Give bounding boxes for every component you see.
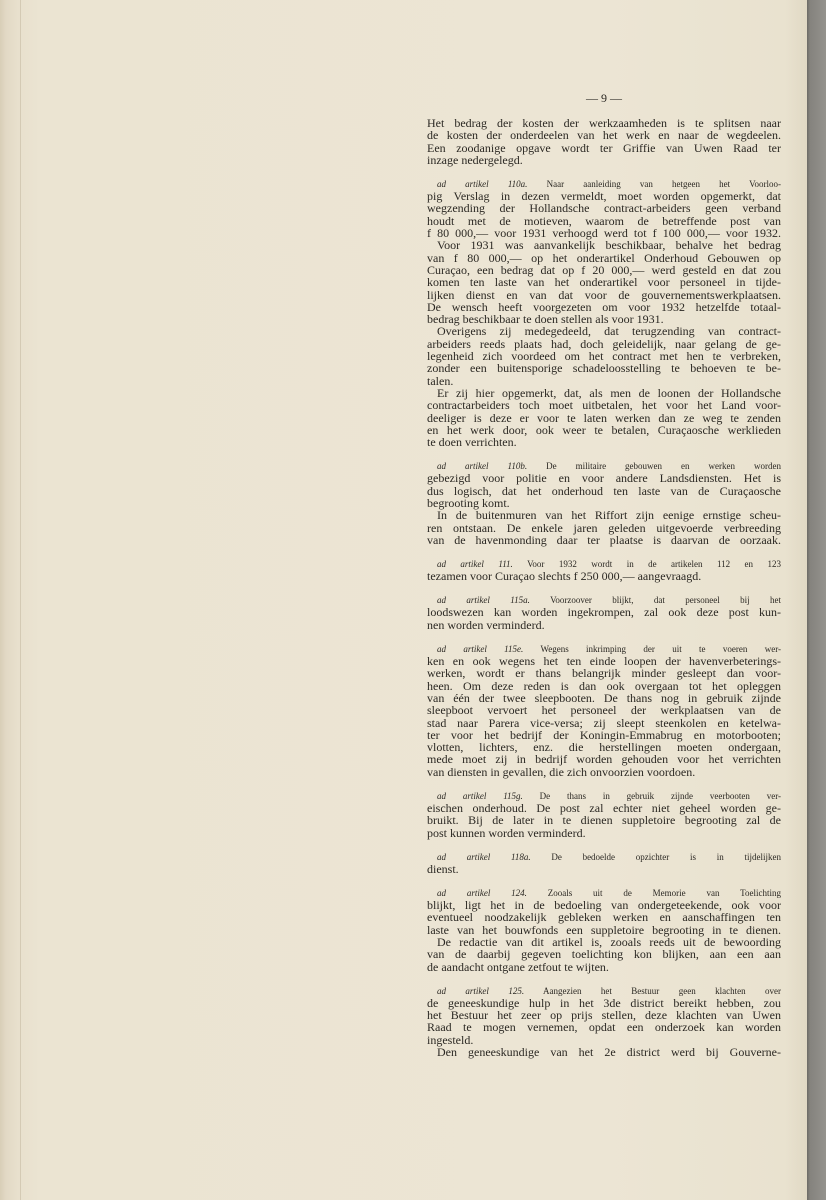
text-line bbox=[427, 1021, 781, 1033]
line-text: De redactie van dit artikel is, zooals reeds uit de bewoording bbox=[437, 935, 781, 950]
line-text: dienst. bbox=[427, 861, 459, 876]
line-text: eventueel noodzakelijk gebleken werken en aanschaffingen ten bbox=[427, 910, 781, 925]
line-text: inzage nedergelegd. bbox=[427, 152, 523, 167]
line-content bbox=[437, 791, 781, 801]
line-text: ter voor het bedrijf der Koningin-Emmabrug en motorbooten; bbox=[427, 727, 781, 742]
article-reference: ad artikel 124. bbox=[437, 887, 527, 898]
text-line bbox=[427, 1046, 781, 1058]
text-line bbox=[427, 766, 781, 778]
line-text: contractarbeiders toch moet uitbetalen, het voor het Land voor- bbox=[427, 398, 781, 413]
line-text: sleepboot vervoert het personeel der werkplaatsen van de bbox=[427, 703, 781, 718]
paragraph bbox=[427, 594, 781, 631]
line-text: van de havenmonding daar ter plaatse is daarvan de oorzaak. bbox=[427, 532, 781, 547]
text-line bbox=[427, 863, 781, 875]
line-text: deeliger is deze er voor te laten werken dan ze weg te zenden bbox=[427, 410, 781, 425]
line-text: en het werk door, ook weer te betalen, Curaçaosche werklieden bbox=[427, 422, 781, 437]
line-content bbox=[427, 153, 523, 167]
line-content bbox=[427, 1020, 781, 1034]
line-text: bedrag beschikbaar te doen stellen als voor 1931. bbox=[427, 312, 664, 327]
text-line bbox=[427, 362, 781, 374]
article-reference: ad artikel 115g. bbox=[437, 790, 523, 801]
line-text: De bedoelde opzichter is in tijdelijken bbox=[551, 851, 782, 862]
continued-paragraph bbox=[427, 117, 781, 166]
line-text: begrooting komt. bbox=[427, 495, 510, 510]
line-content bbox=[437, 559, 781, 569]
section-ad-artikel-110a bbox=[427, 178, 781, 449]
line-text: de aandacht ontgane zetfout te wijten. bbox=[427, 959, 609, 974]
paragraph bbox=[427, 887, 781, 936]
paragraph bbox=[427, 851, 781, 876]
line-content bbox=[437, 1045, 781, 1059]
line-text: nen worden verminderd. bbox=[427, 617, 545, 632]
page-number: — 9 — bbox=[586, 91, 622, 105]
section-ad-artikel-115g bbox=[427, 790, 781, 839]
line-content bbox=[427, 960, 609, 974]
line-content bbox=[427, 435, 517, 449]
paragraph bbox=[427, 117, 781, 166]
paragraph bbox=[427, 509, 781, 546]
line-text: Raad te mogen vernemen, opdat een onderzoek kan worden bbox=[427, 1020, 781, 1035]
text-line bbox=[427, 154, 781, 166]
article-reference: ad artikel 115a. bbox=[437, 595, 530, 606]
paragraph bbox=[427, 558, 781, 583]
paragraph bbox=[427, 1046, 781, 1058]
line-text: de kosten der onderdeelen van het werk en naar de wegdeelen. bbox=[427, 128, 781, 143]
line-text: stad naar Parera vice-versa; zij sleept steenkolen en ketelwa- bbox=[427, 715, 781, 730]
line-content bbox=[437, 644, 781, 654]
line-text: werken, wordt er thans belangrijk minder gesleept dan voor- bbox=[427, 666, 781, 681]
line-text: Wegens inkrimping der uit te voeren wer- bbox=[540, 643, 782, 654]
line-text: komen ten laste van het onderartikel voor personeel in tijde- bbox=[427, 275, 781, 290]
line-text: zonder een buitensporige schadeloosstelling te behoeven te be- bbox=[427, 361, 781, 376]
line-text: Voor 1931 was aanvankelijk beschikbaar, behalve het bedrag bbox=[437, 238, 781, 253]
section-ad-artikel-110b bbox=[427, 460, 781, 546]
line-content bbox=[437, 179, 781, 189]
scanner-background bbox=[807, 0, 826, 1200]
line-content bbox=[437, 888, 781, 898]
binding-edge bbox=[20, 0, 21, 1200]
line-text: mede moet zij in bedrijf worden gehouden voor het verrichten bbox=[427, 752, 781, 767]
line-text: De thans in gebruik zijnde veerbooten ver- bbox=[539, 790, 782, 801]
line-text: pig Verslag in dezen vermeldt, moet worden opgemerkt, dat bbox=[427, 189, 781, 204]
paragraph bbox=[427, 239, 781, 325]
line-text: gebezigd voor politie en voor andere Landsdiensten. Het is bbox=[427, 471, 781, 486]
paragraph bbox=[427, 325, 781, 386]
line-text: heen. Om deze reden is dan ook overgaan tot het opleggen bbox=[427, 678, 781, 693]
line-content bbox=[427, 533, 781, 547]
paragraph bbox=[427, 643, 781, 778]
article-reference: ad artikel 110b. bbox=[437, 461, 528, 472]
line-text: De wensch heeft voorgezeten om voor 1932 hetzelfde totaal- bbox=[427, 299, 781, 314]
line-text: tezamen voor Curaçao slechts f 250 000,— aangevraagd. bbox=[427, 569, 702, 584]
line-text: ingesteld. bbox=[427, 1032, 474, 1047]
line-content bbox=[437, 986, 781, 996]
line-text: Curaçao, een bedrag dat op f 20 000,— werd gesteld en dat zou bbox=[427, 262, 781, 277]
line-text: dus logisch, dat het onderhoud ten laste van de Curaçaosche bbox=[427, 483, 781, 498]
line-text: van f 80 000,— op het onderartikel Onderhoud Gebouwen op bbox=[427, 250, 781, 265]
line-text: wegzending der Hollandsche contract-arbeiders geen verband bbox=[427, 201, 781, 216]
line-text: arbeiders reeds plaats had, doch geleidelijk, naar gelang de ge- bbox=[427, 336, 781, 351]
line-text: van de daarbij gegeven toelichting kon blijken, aan een aan bbox=[427, 947, 781, 962]
line-text: loodswezen kan worden ingekrompen, zal ook deze post kun- bbox=[427, 605, 781, 620]
line-content bbox=[427, 361, 781, 375]
line-content bbox=[427, 765, 695, 779]
line-text: Voorzoover blijkt, dat personeel bij het bbox=[550, 595, 781, 606]
line-text: houdt met de motieven, waarom de betreffende post van bbox=[427, 213, 781, 228]
line-content bbox=[427, 862, 459, 876]
line-text: de geneeskundige hulp in het 3de district bereikt hebben, zou bbox=[427, 995, 781, 1010]
section-ad-artikel-115e bbox=[427, 643, 781, 778]
paragraph bbox=[427, 936, 781, 973]
text-line bbox=[427, 436, 781, 448]
line-text: lijken dienst en van dat voor de gouvernementswerkplaatsen. bbox=[427, 287, 781, 302]
line-text: laste van het bouwfonds een suppletoire begrooting in te dienen. bbox=[427, 922, 781, 937]
line-text: bruikt. Bij de later in te dienen suppletoire begrooting zal de bbox=[427, 813, 781, 828]
line-text: Naar aanleiding van hetgeen het Voorloo- bbox=[546, 178, 782, 189]
section-ad-artikel-124 bbox=[427, 887, 781, 973]
line-text: In de buitenmuren van het Riffort zijn eenige ernstige scheu- bbox=[437, 508, 781, 523]
line-text: Den geneeskundige van het 2e district werd bij Gouverne- bbox=[437, 1045, 781, 1060]
section-ad-artikel-111 bbox=[427, 558, 781, 583]
line-text: vlotten, lichters, enz. die herstellingen moeten ondergaan, bbox=[427, 740, 781, 755]
line-text: talen. bbox=[427, 373, 454, 388]
paragraph bbox=[427, 985, 781, 1046]
text-line bbox=[427, 570, 781, 582]
line-text: Aangezien het Bestuur geen klachten over bbox=[543, 985, 781, 996]
text-column bbox=[427, 117, 781, 1058]
paragraph bbox=[427, 178, 781, 239]
text-line bbox=[427, 534, 781, 546]
article-reference: ad artikel 111. bbox=[437, 558, 513, 569]
line-content bbox=[437, 461, 781, 471]
paragraph bbox=[427, 460, 781, 509]
line-content bbox=[427, 569, 701, 583]
line-text: Het bedrag der kosten der werkzaamheden is te splitsen naar bbox=[427, 116, 781, 130]
article-reference: ad artikel 110a. bbox=[437, 178, 528, 189]
line-text: post kunnen worden verminderd. bbox=[427, 825, 586, 840]
line-text: van diensten in gevallen, die zich onvoorzien voordoen. bbox=[427, 764, 696, 779]
line-content bbox=[437, 595, 781, 605]
article-reference: ad artikel 125. bbox=[437, 985, 525, 996]
line-text: Overigens zij medegedeeld, dat terugzending van contract- bbox=[437, 324, 781, 339]
line-text: ken en ook wegens het ten einde loopen der havenverbeterings- bbox=[427, 654, 781, 669]
line-text: De militaire gebouwen en werken worden bbox=[546, 461, 782, 472]
paragraph bbox=[427, 790, 781, 839]
line-text: eischen onderhoud. De post zal echter niet geheel worden ge- bbox=[427, 800, 781, 815]
text-line bbox=[427, 851, 781, 863]
line-text: Zooals uit de Memorie van Toelichting bbox=[547, 887, 781, 898]
line-text: Er zij hier opgemerkt, dat, als men de loonen der Hollandsche bbox=[437, 385, 781, 400]
line-text: Een zoodanige opgave wordt ter Griffie van Uwen Raad ter bbox=[427, 140, 781, 155]
line-text: Voor 1932 wordt in de artikelen 112 en 123 bbox=[527, 558, 781, 569]
article-reference: ad artikel 118a. bbox=[437, 851, 531, 862]
section-ad-artikel-115a bbox=[427, 594, 781, 631]
line-content bbox=[427, 826, 586, 840]
line-text: van één der twee sleepbooten. De thans nog in gebruik zijnde bbox=[427, 690, 781, 705]
line-text: het Bestuur het zeer op prijs stellen, deze klachten van Uwen bbox=[427, 1008, 781, 1023]
section-ad-artikel-125 bbox=[427, 985, 781, 1059]
line-content bbox=[437, 852, 781, 862]
line-content bbox=[427, 618, 545, 632]
paragraph bbox=[427, 387, 781, 448]
article-reference: ad artikel 115e. bbox=[437, 643, 524, 654]
text-line bbox=[427, 619, 781, 631]
text-line bbox=[427, 961, 781, 973]
line-text: legenheid zich voordeed om het contract met hen te verbreken, bbox=[427, 349, 781, 364]
text-line bbox=[427, 827, 781, 839]
line-text: te doen verrichten. bbox=[427, 435, 517, 450]
line-text: f 80 000,— voor 1931 verhoogd werd tot f 100 000,— voor 1932. bbox=[427, 226, 781, 241]
section-ad-artikel-118a bbox=[427, 851, 781, 876]
line-text: ren ontstaan. De enkele jaren geleden uitgevoerde verbreeding bbox=[427, 520, 781, 535]
line-text: blijkt, ligt het in de bedoeling van ondergeteekende, ook voor bbox=[427, 898, 781, 913]
